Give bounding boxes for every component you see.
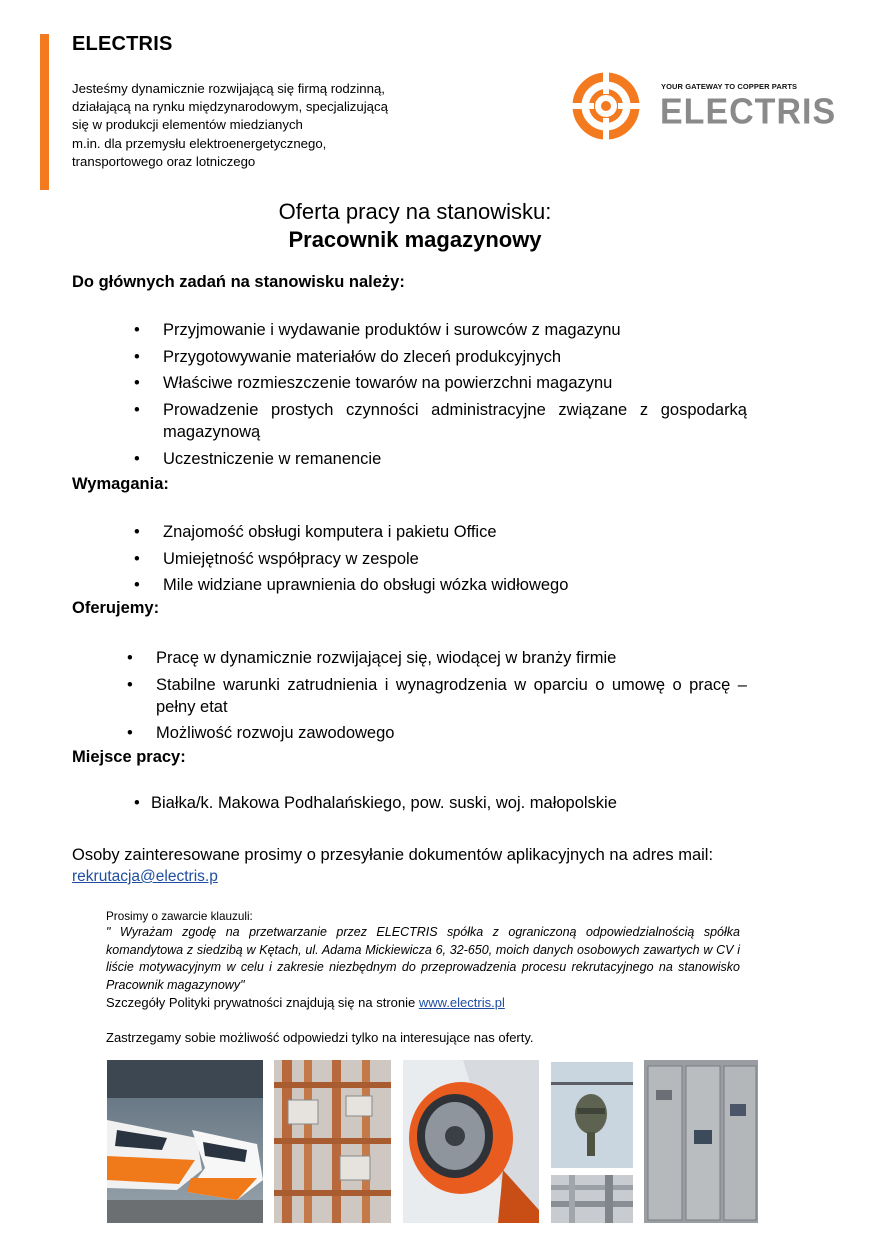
privacy-note [106,995,505,1010]
list-item: • Znajomość obsługi komputera i pakietu Office [134,521,747,544]
position-title: Pracownik magazynowy [288,227,542,252]
list-item: • Prowadzenie prostych czynności administracyjne związane z gospodarką magazynową [134,400,747,441]
intro-line: działającą na rynku międzynarodowym, specjalizującą [72,99,388,115]
bullet: • [127,723,133,742]
list-item: • Białka/k. Makowa Podhalańskiego, pow. suski, woj. małopolskie [134,792,754,815]
list-item: • Możliwość rozwoju zawodowego [127,722,747,745]
photo-helicopter [551,1062,633,1168]
logo-tagline: YOUR GATEWAY TO COPPER PARTS [661,82,798,91]
photo-trains [107,1060,263,1223]
duties-heading: Do głównych zadań na stanowisku należy: [72,273,405,291]
bullet: • [134,549,140,568]
accent-bar [40,34,49,190]
photo-switchboard [644,1060,758,1223]
reserve-note: Zastrzegamy sobie możliwość odpowiedzi tylko na interesujące nas oferty. [106,1030,534,1045]
intro-line: się w produkcji elementów miedzianych [72,117,303,133]
offerings-heading: Oferujemy: [72,599,160,617]
intro-line: m.in. dla przemysłu elektroenergetycznego, [72,135,327,151]
privacy-text: Szczegóły Polityki prywatności znajdują się na stronie [106,995,419,1010]
list-item: • Stabilne warunki zatrudnienia i wynagrodzenia w oparciu o umowę o pracę – pełny etat [127,675,747,716]
bullet: • [127,649,133,667]
list-item: • Uczestniczenie w remanencie [134,448,747,471]
offer-title: Oferta pracy na stanowisku: [278,199,552,224]
bullet: • [134,794,140,812]
bullet: • [134,347,140,366]
email-link[interactable]: rekrutacja@electris.p [72,868,218,885]
list-item: • Przyjmowanie i wydawanie produktów i surowców z magazynu [134,319,747,342]
switchboard-illustration [644,1060,758,1223]
photo-switchgear-copper [274,1060,391,1223]
logo-wordmark: ELECTRIS [660,92,837,132]
photo-industrial [551,1175,633,1223]
photo-jet-engine [403,1060,539,1223]
intro-line: transportowego oraz lotniczego [72,153,256,169]
location-list [134,792,754,815]
bullet: • [134,321,140,339]
offerings-list [127,647,747,744]
bullet: • [134,523,140,541]
company-intro [72,80,492,171]
duties-list [134,319,747,470]
location-heading: Miejsce pracy: [72,748,186,766]
jet-engine-illustration [403,1060,539,1223]
trains-illustration [107,1060,263,1223]
copper-busbars-illustration [274,1060,391,1223]
list-item: • Właściwe rozmieszczenie towarów na powierzchni magazynu [134,372,747,395]
logo-emblem-icon [572,72,640,140]
list-item: • Umiejętność współpracy w zespole [134,548,747,571]
bullet: • [134,576,140,594]
consent-clause: " Wyrażam zgodę na przetwarzanie przez ELECTRIS spółka z ograniczoną odpowiedzialnością spółka komandytowa z siedzibą w Kętach, ul. Adama Mickiewicza 6, 32-650, moich danych osobowych zawartych w CV i liście motywacyjnym w celu i zakresie niezbędnym do przeprowadzenia procesu rekrutacyjnego na stanowisko Pracownik magazynowy" [106,925,740,992]
contact-text: Osoby zainteresowane prosimy o przesyłanie dokumentów aplikacyjnych na adres mail: [72,846,714,864]
list-item: • Mile widziane uprawnienia do obsługi wózka widłowego [134,574,747,597]
helicopter-illustration [551,1062,633,1168]
intro-line: Jesteśmy dynamicznie rozwijającą się firmą rodzinną, [72,81,385,96]
company-name: ELECTRIS [72,33,173,55]
bullet: • [134,449,140,468]
requirements-list [134,521,747,597]
bullet: • [134,374,140,392]
clause-heading: Prosimy o zawarcie klauzuli: [106,910,253,923]
requirements-heading: Wymagania: [72,475,169,493]
industrial-pipes-illustration [551,1175,633,1223]
list-item: • Przygotowywanie materiałów do zleceń produkcyjnych [134,346,747,369]
bullet: • [134,400,140,419]
bullet: • [127,675,133,694]
website-link[interactable]: www.electris.pl [418,995,505,1010]
list-item: • Pracę w dynamicznie rozwijającej się, wiodącej w branży firmie [127,647,747,670]
